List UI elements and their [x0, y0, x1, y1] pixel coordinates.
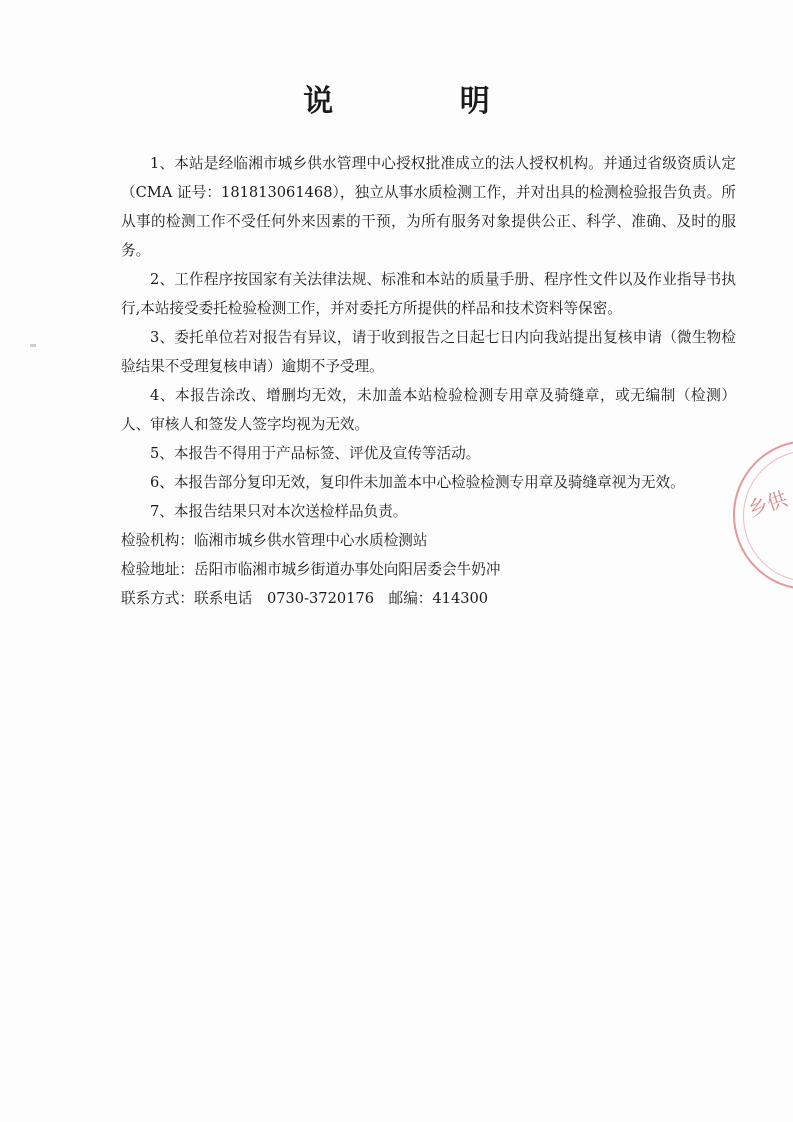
clause-2: 2、工作程序按国家有关法律法规、标准和本站的质量手册、程序性文件以及作业指导书执行,本站接受委托检验检测工作，并对委托方所提供的样品和技术资料等保密。	[121, 271, 736, 317]
clause-6: 6、本报告部分复印无效，复印件未加盖本中心检验检测专用章及骑缝章视为无效。	[150, 474, 685, 491]
testing-organization: 检验机构：临湘市城乡供水管理中心水质检测站	[121, 532, 428, 549]
clause-1: 1、本站是经临湘市城乡供水管理中心授权批准成立的法人授权机构。并通过省级资质认定（CMA 证号：181813061468），独立从事水质检测工作，并对出具的检测检验报告负责。所从事的检测工作不受任何外来因素的干预，为所有服务对象提供公正、科学、准确、及时的服务。	[121, 155, 736, 259]
clause-3: 3、委托单位若对报告有异议，请于收到报告之日起七日内向我站提出复核申请（微生物检验结果不受理复核申请）逾期不予受理。	[121, 329, 736, 375]
testing-address: 检验地址：岳阳市临湘市城乡街道办事处向阳居委会牛奶冲	[121, 561, 501, 578]
scan-speck	[30, 344, 36, 347]
page-title: 说 明	[303, 84, 548, 119]
clause-7: 7、本报告结果只对本次送检样品负责。	[150, 503, 408, 520]
seal-text: 乡供	[744, 486, 791, 522]
contact-info: 联系方式：联系电话 0730-3720176 邮编：414300	[121, 590, 489, 607]
clause-4: 4、本报告涂改、增删均无效，未加盖本站检验检测专用章及骑缝章，或无编制（检测）人、审核人和签发人签字均视为无效。	[121, 387, 736, 433]
notice-body	[121, 149, 736, 613]
clause-5: 5、本报告不得用于产品标签、评优及宣传等活动。	[150, 445, 481, 462]
official-seal-stamp	[733, 440, 793, 590]
